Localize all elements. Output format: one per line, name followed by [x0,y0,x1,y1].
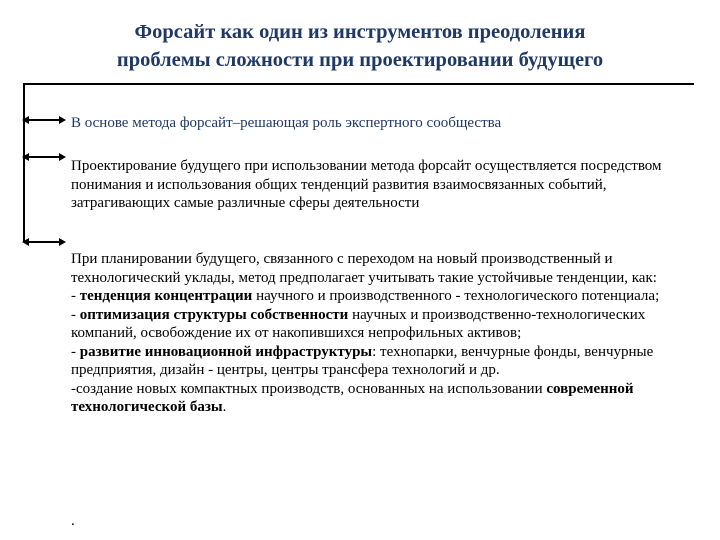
trend-item-ownership [71,306,691,343]
point-expert-community: В основе метода форсайт–решающая роль экспертного сообщества [71,115,502,131]
double-arrow-icon [22,152,66,162]
trend-item-text: . [222,399,227,415]
trend-item-bold: современной технологической базы [71,380,634,415]
trend-item-prefix: - [71,306,80,323]
trend-item-bold: оптимизация структуры собственности [79,306,349,323]
trend-item-concentration [71,287,691,306]
title-underline [23,83,694,85]
trend-item-prefix: - [71,288,80,304]
trend-item-text: научных и производственно-технологических компаний, освобождение их от накопившихся непрофильных активов; [71,306,646,341]
trends-intro: При планировании будущего, связанного с переходом на новый производственный и технологический уклады, метод предполагает учитывать такие устойчивые тенденции, как: [71,251,657,286]
connector-vertical-line [23,83,25,242]
title-line-1: Форсайт как один из инструментов преодоления [134,21,586,43]
trend-item-bold: развитие инновационной инфраструктуры [79,343,373,360]
double-arrow-icon [22,237,66,247]
trend-item-infrastructure [71,343,691,380]
trend-item-text: научного и производственного - технологического потенциала; [252,288,660,304]
trend-item-text: -создание новых компактных производств, основанных на использовании [71,380,547,397]
trend-item-prefix: - [71,343,80,360]
trend-item-text: : технопарки, венчурные фонды, венчурные предприятия, дизайн - центры, центры трансфера технологий и др. [71,343,654,378]
double-arrow-icon [22,115,66,125]
trend-item-bold: тенденция концентрации [79,288,253,304]
title-line-2: проблемы сложности при проектировании будущего [116,49,604,71]
point-planning-trends [71,250,691,417]
slide-title [40,18,680,74]
trend-item-compact-production [71,380,691,417]
trailing-dot: . [71,513,75,529]
point-future-design: Проектирование будущего при использовании метода форсайт осуществляется посредством понимания и использования общих тенденций развития взаимосвязанных событий, затрагивающих самые различные сферы деятельности [71,158,662,211]
